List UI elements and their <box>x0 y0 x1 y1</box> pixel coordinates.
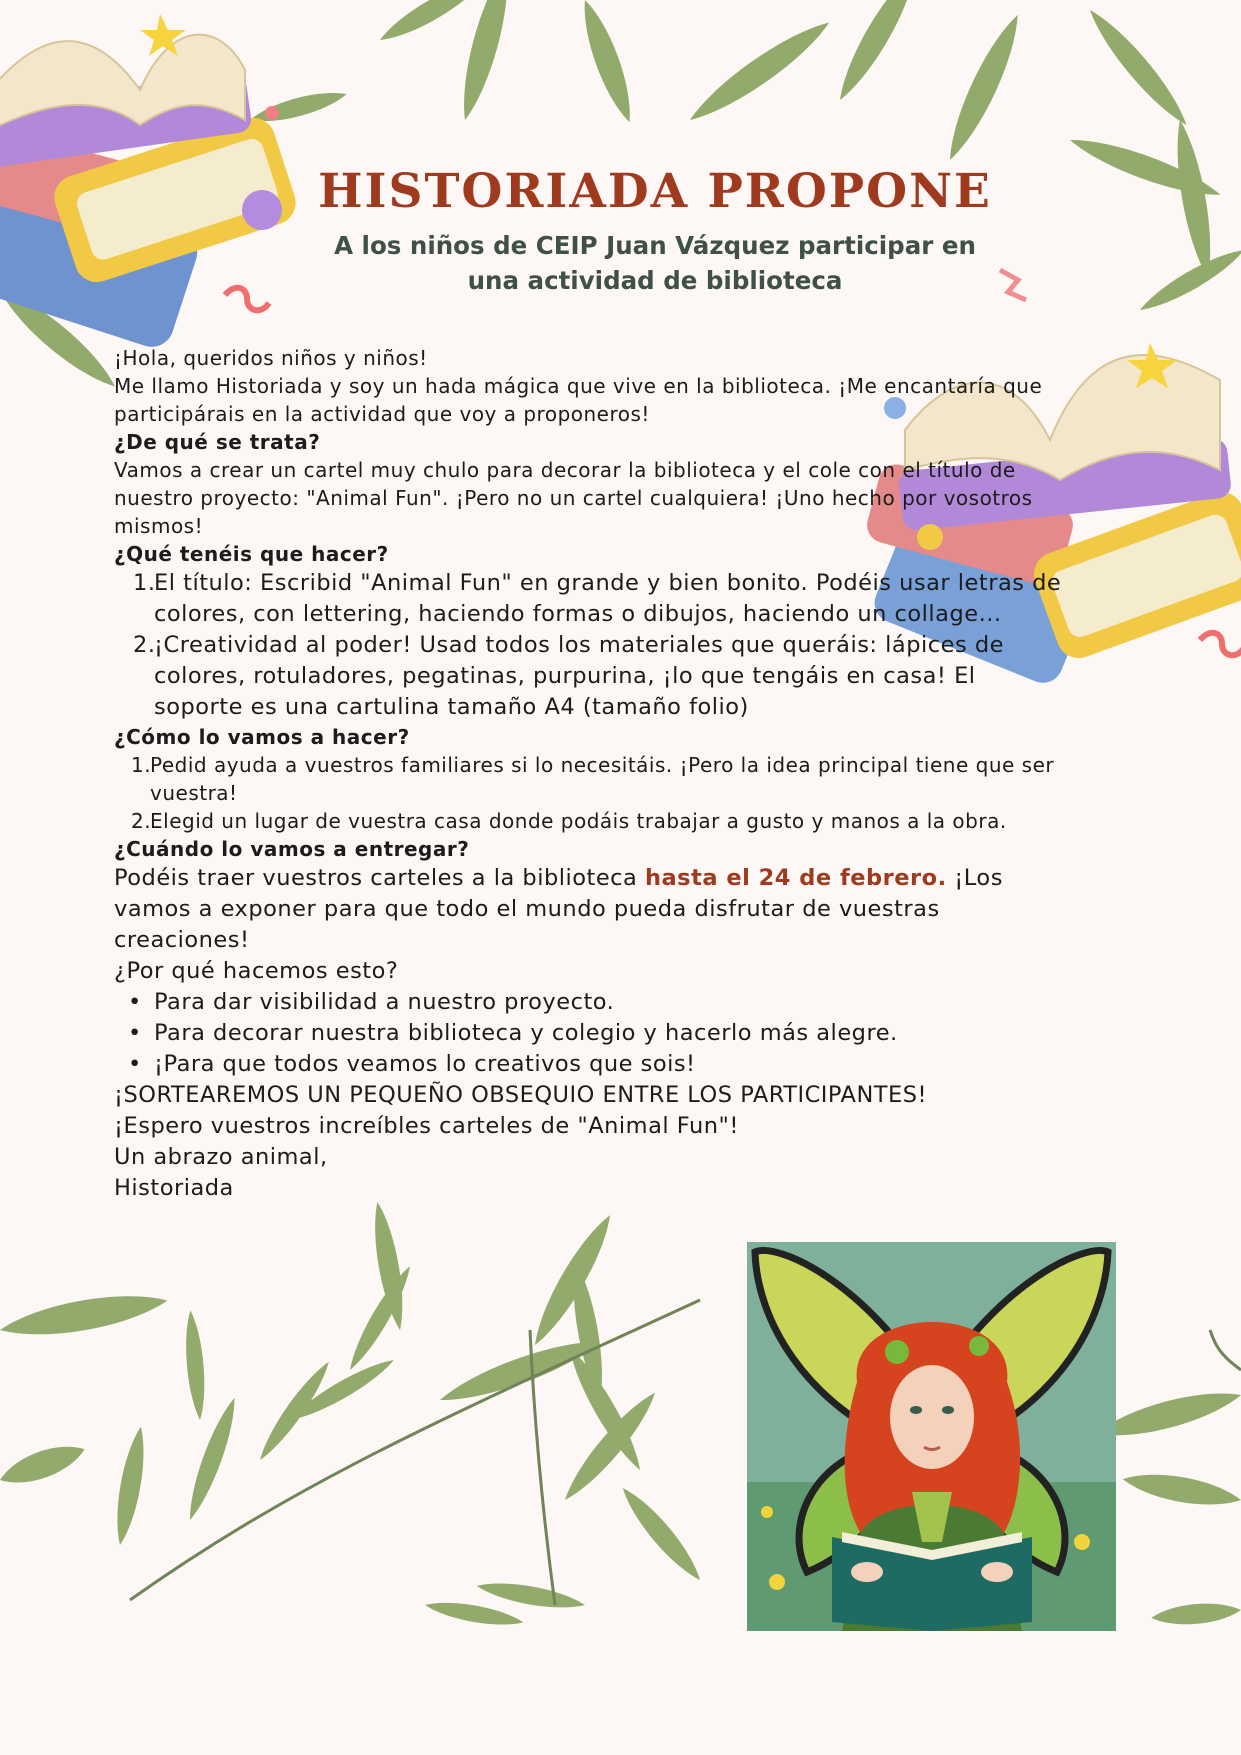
signature: Historiada <box>114 1175 234 1201</box>
subtitle-line-1: A los niños de CEIP Juan Vázquez participar en <box>334 231 976 260</box>
why-list <box>114 987 1064 1080</box>
list-number: 2. <box>131 809 152 833</box>
bullet-icon: • <box>128 1020 142 1046</box>
page-title: HISTORIADA PROPONE <box>318 164 992 219</box>
list-item <box>114 630 1064 723</box>
greeting: ¡Hola, queridos niños y niños! <box>114 346 428 370</box>
hope-text: ¡Espero vuestros increíbles carteles de "Animal Fun"! <box>114 1113 739 1139</box>
when-text-after: ¡Los vamos a exponer para que todo el mundo pueda disfrutar de vuestras creaciones! <box>114 865 1003 953</box>
when-text-before: Podéis traer vuestros carteles a la biblioteca <box>114 865 645 891</box>
list-item <box>114 1018 1064 1049</box>
list-item <box>114 568 1064 630</box>
heading-what: ¿De qué se trata? <box>114 430 321 454</box>
page-subtitle <box>300 228 1010 298</box>
what-text: Vamos a crear un cartel muy chulo para decorar la biblioteca y el cole con el título de nuestro proyecto: "Animal Fun". ¡Pero no un cartel cualquiera! ¡Uno hecho por vosotros mismos! <box>114 458 1033 538</box>
heading-when: ¿Cuándo lo vamos a entregar? <box>114 837 470 861</box>
heading-why: ¿Por qué hacemos esto? <box>114 958 399 984</box>
list-number: 2. <box>133 632 156 658</box>
deadline-highlight: hasta el 24 de febrero. <box>644 865 947 891</box>
list-number: 1. <box>131 753 152 777</box>
list-item <box>114 1049 1064 1080</box>
list-item-text: ¡Creatividad al poder! Usad todos los materiales que queráis: lápices de colores, rotuladores, pegatinas, purpurina, ¡lo que tengáis en casa! El soporte es una cartulina tamaño A4 (tamaño folio) <box>154 632 1004 720</box>
raffle-text: ¡SORTEAREMOS UN PEQUEÑO OBSEQUIO ENTRE LOS PARTICIPANTES! <box>114 1082 928 1108</box>
heading-todo: ¿Qué tenéis que hacer? <box>114 542 389 566</box>
heading-how: ¿Cómo lo vamos a hacer? <box>114 725 410 749</box>
list-item-text: El título: Escribid "Animal Fun" en grande y bien bonito. Podéis usar letras de colores, con lettering, haciendo formas o dibujos, haciendo un collage... <box>154 570 1062 627</box>
list-item-text: Elegid un lugar de vuestra casa donde podáis trabajar a gusto y manos a la obra. <box>150 809 1007 833</box>
bullet-icon: • <box>128 989 142 1015</box>
list-item <box>114 751 1064 807</box>
when-text <box>114 863 1064 956</box>
letter-body <box>114 344 1064 1204</box>
bullet-icon: • <box>128 1051 142 1077</box>
list-item <box>114 807 1064 835</box>
list-item <box>114 987 1064 1018</box>
intro-paragraph: Me llamo Historiada y soy un hada mágica que vive en la biblioteca. ¡Me encantaría que participárais en la actividad que voy a proponeros! <box>114 374 1043 426</box>
list-number: 1. <box>133 570 156 596</box>
list-item-text: ¡Para que todos veamos lo creativos que sois! <box>154 1051 696 1077</box>
farewell-text: Un abrazo animal, <box>114 1144 328 1170</box>
list-item-text: Para dar visibilidad a nuestro proyecto. <box>154 989 615 1015</box>
todo-list <box>114 568 1064 723</box>
fairy-illustration <box>747 1242 1116 1631</box>
list-item-text: Pedid ayuda a vuestros familiares si lo necesitáis. ¡Pero la idea principal tiene que ser vuestra! <box>150 753 1055 805</box>
how-list <box>114 751 1064 835</box>
subtitle-line-2: una actividad de biblioteca <box>467 266 843 295</box>
list-item-text: Para decorar nuestra biblioteca y colegio y hacerlo más alegre. <box>154 1020 898 1046</box>
